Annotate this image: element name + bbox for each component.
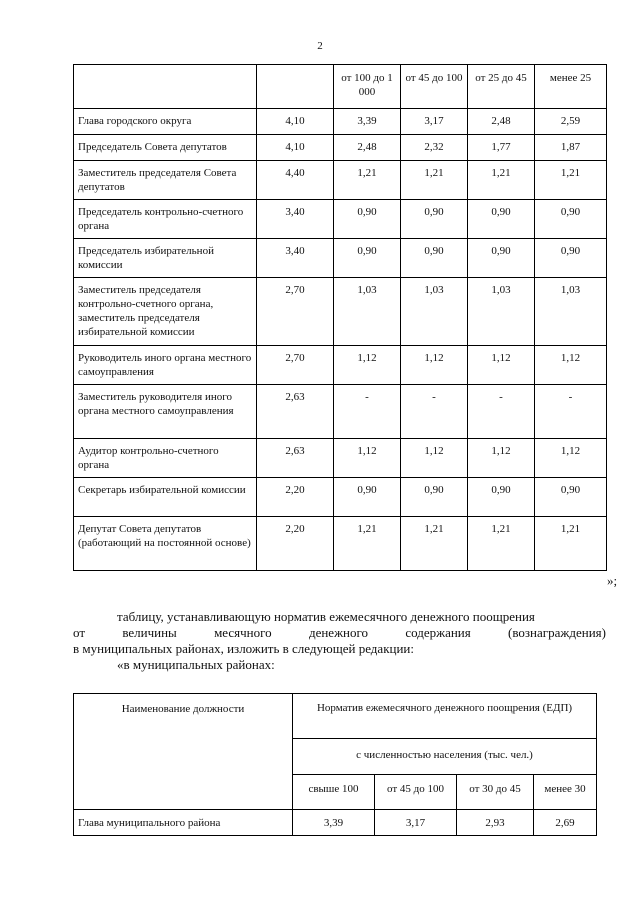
paragraph-word: месячного: [214, 625, 272, 640]
table-norms-municipal-districts: [73, 693, 597, 836]
column-header: [74, 65, 257, 109]
position-name-cell: Председатель контрольно-счетного органа: [74, 200, 257, 239]
value-cell: 0,90: [334, 239, 401, 278]
paragraph-text: [73, 625, 606, 641]
paragraph-word: от: [73, 625, 86, 640]
value-cell: -: [334, 385, 401, 439]
value-cell: 0,90: [401, 478, 468, 517]
column-header: от 100 до 1 000: [334, 65, 401, 109]
table-row: [74, 161, 607, 200]
table-row: [74, 385, 607, 439]
value-cell: 4,10: [257, 109, 334, 135]
paragraph-text: в муниципальных районах, изложить в следующей редакции:: [73, 641, 414, 656]
closing-quote: »;: [607, 573, 618, 588]
value-cell: 0,90: [401, 239, 468, 278]
value-cell: 0,90: [468, 200, 535, 239]
value-cell: 1,12: [535, 439, 607, 478]
column-header: менее 25: [535, 65, 607, 109]
value-cell: 3,17: [375, 810, 457, 836]
value-cell: 2,32: [401, 135, 468, 161]
value-cell: 2,48: [334, 135, 401, 161]
value-cell: 1,21: [468, 517, 535, 571]
paragraph-text: «в муниципальных районах:: [117, 657, 275, 672]
value-cell: 2,93: [457, 810, 534, 836]
position-name-cell: Руководитель иного органа местного самоуправления: [74, 346, 257, 385]
value-cell: 0,90: [468, 478, 535, 517]
table-norms-city-districts: [73, 64, 607, 571]
value-cell: 1,21: [334, 161, 401, 200]
value-cell: 2,20: [257, 517, 334, 571]
position-name-cell: Председатель Совета депутатов: [74, 135, 257, 161]
table-row: [74, 517, 607, 571]
value-cell: 0,90: [468, 239, 535, 278]
table-row: [74, 239, 607, 278]
position-name-cell: Заместитель председателя контрольно-счетного органа, заместитель председателя избирательной комиссии: [74, 278, 257, 346]
value-cell: 0,90: [334, 200, 401, 239]
value-cell: 3,40: [257, 239, 334, 278]
position-name-cell: Секретарь избирательной комиссии: [74, 478, 257, 517]
value-cell: 2,20: [257, 478, 334, 517]
value-cell: 1,12: [468, 439, 535, 478]
value-cell: 3,40: [257, 200, 334, 239]
edp-header: Норматив ежемесячного денежного поощрения (ЕДП): [293, 694, 597, 739]
table-row: [74, 346, 607, 385]
value-cell: 0,90: [535, 478, 607, 517]
value-cell: 2,69: [534, 810, 597, 836]
column-header: от 25 до 45: [468, 65, 535, 109]
population-header: с численностью населения (тыс. чел.): [293, 739, 597, 775]
value-cell: 1,21: [401, 161, 468, 200]
column-header: свыше 100: [293, 775, 375, 810]
paragraph-word: величины: [122, 625, 177, 640]
paragraph-word: содержания: [405, 625, 471, 640]
value-cell: 4,40: [257, 161, 334, 200]
value-cell: 0,90: [535, 239, 607, 278]
column-header: от 30 до 45: [457, 775, 534, 810]
value-cell: 1,03: [535, 278, 607, 346]
value-cell: 1,12: [401, 346, 468, 385]
value-cell: 1,12: [334, 346, 401, 385]
value-cell: 1,21: [468, 161, 535, 200]
value-cell: 1,03: [334, 278, 401, 346]
value-cell: 0,90: [334, 478, 401, 517]
position-name-header: Наименование должности: [74, 694, 293, 810]
value-cell: 1,21: [535, 517, 607, 571]
value-cell: 1,12: [334, 439, 401, 478]
value-cell: 4,10: [257, 135, 334, 161]
position-name-cell: Глава муниципального района: [74, 810, 293, 836]
value-cell: 1,12: [535, 346, 607, 385]
value-cell: 3,39: [293, 810, 375, 836]
value-cell: 3,39: [334, 109, 401, 135]
table-row: [74, 810, 597, 836]
column-header: от 45 до 100: [401, 65, 468, 109]
column-header: от 45 до 100: [375, 775, 457, 810]
position-name-cell: Глава городского округа: [74, 109, 257, 135]
position-name-cell: Председатель избирательной комиссии: [74, 239, 257, 278]
value-cell: -: [535, 385, 607, 439]
value-cell: 2,70: [257, 346, 334, 385]
position-name-cell: Аудитор контрольно-счетного органа: [74, 439, 257, 478]
value-cell: 3,17: [401, 109, 468, 135]
value-cell: 2,63: [257, 439, 334, 478]
table-row: [74, 135, 607, 161]
value-cell: 2,59: [535, 109, 607, 135]
table-row: [74, 200, 607, 239]
table-header-row: [74, 65, 607, 109]
value-cell: 0,90: [401, 200, 468, 239]
position-name-cell: Заместитель руководителя иного органа местного самоуправления: [74, 385, 257, 439]
value-cell: -: [401, 385, 468, 439]
column-header: менее 30: [534, 775, 597, 810]
value-cell: 1,03: [468, 278, 535, 346]
table-row: [74, 478, 607, 517]
value-cell: 1,87: [535, 135, 607, 161]
paragraph-text: таблицу, устанавливающую норматив ежемесячного денежного поощрения: [117, 609, 535, 624]
value-cell: 2,70: [257, 278, 334, 346]
value-cell: 1,12: [401, 439, 468, 478]
paragraph-word: (вознаграждения): [508, 625, 606, 640]
value-cell: 2,63: [257, 385, 334, 439]
value-cell: 1,21: [535, 161, 607, 200]
value-cell: 1,12: [468, 346, 535, 385]
table-row: [74, 278, 607, 346]
table-row: [74, 109, 607, 135]
page-number: 2: [317, 40, 323, 52]
value-cell: 1,03: [401, 278, 468, 346]
value-cell: 1,77: [468, 135, 535, 161]
value-cell: 0,90: [535, 200, 607, 239]
value-cell: 2,48: [468, 109, 535, 135]
table-row: [74, 439, 607, 478]
position-name-cell: Депутат Совета депутатов (работающий на постоянной основе): [74, 517, 257, 571]
value-cell: 1,21: [401, 517, 468, 571]
position-name-cell: Заместитель председателя Совета депутатов: [74, 161, 257, 200]
value-cell: 1,21: [334, 517, 401, 571]
paragraph-word: денежного: [308, 625, 369, 640]
column-header: [257, 65, 334, 109]
value-cell: -: [468, 385, 535, 439]
